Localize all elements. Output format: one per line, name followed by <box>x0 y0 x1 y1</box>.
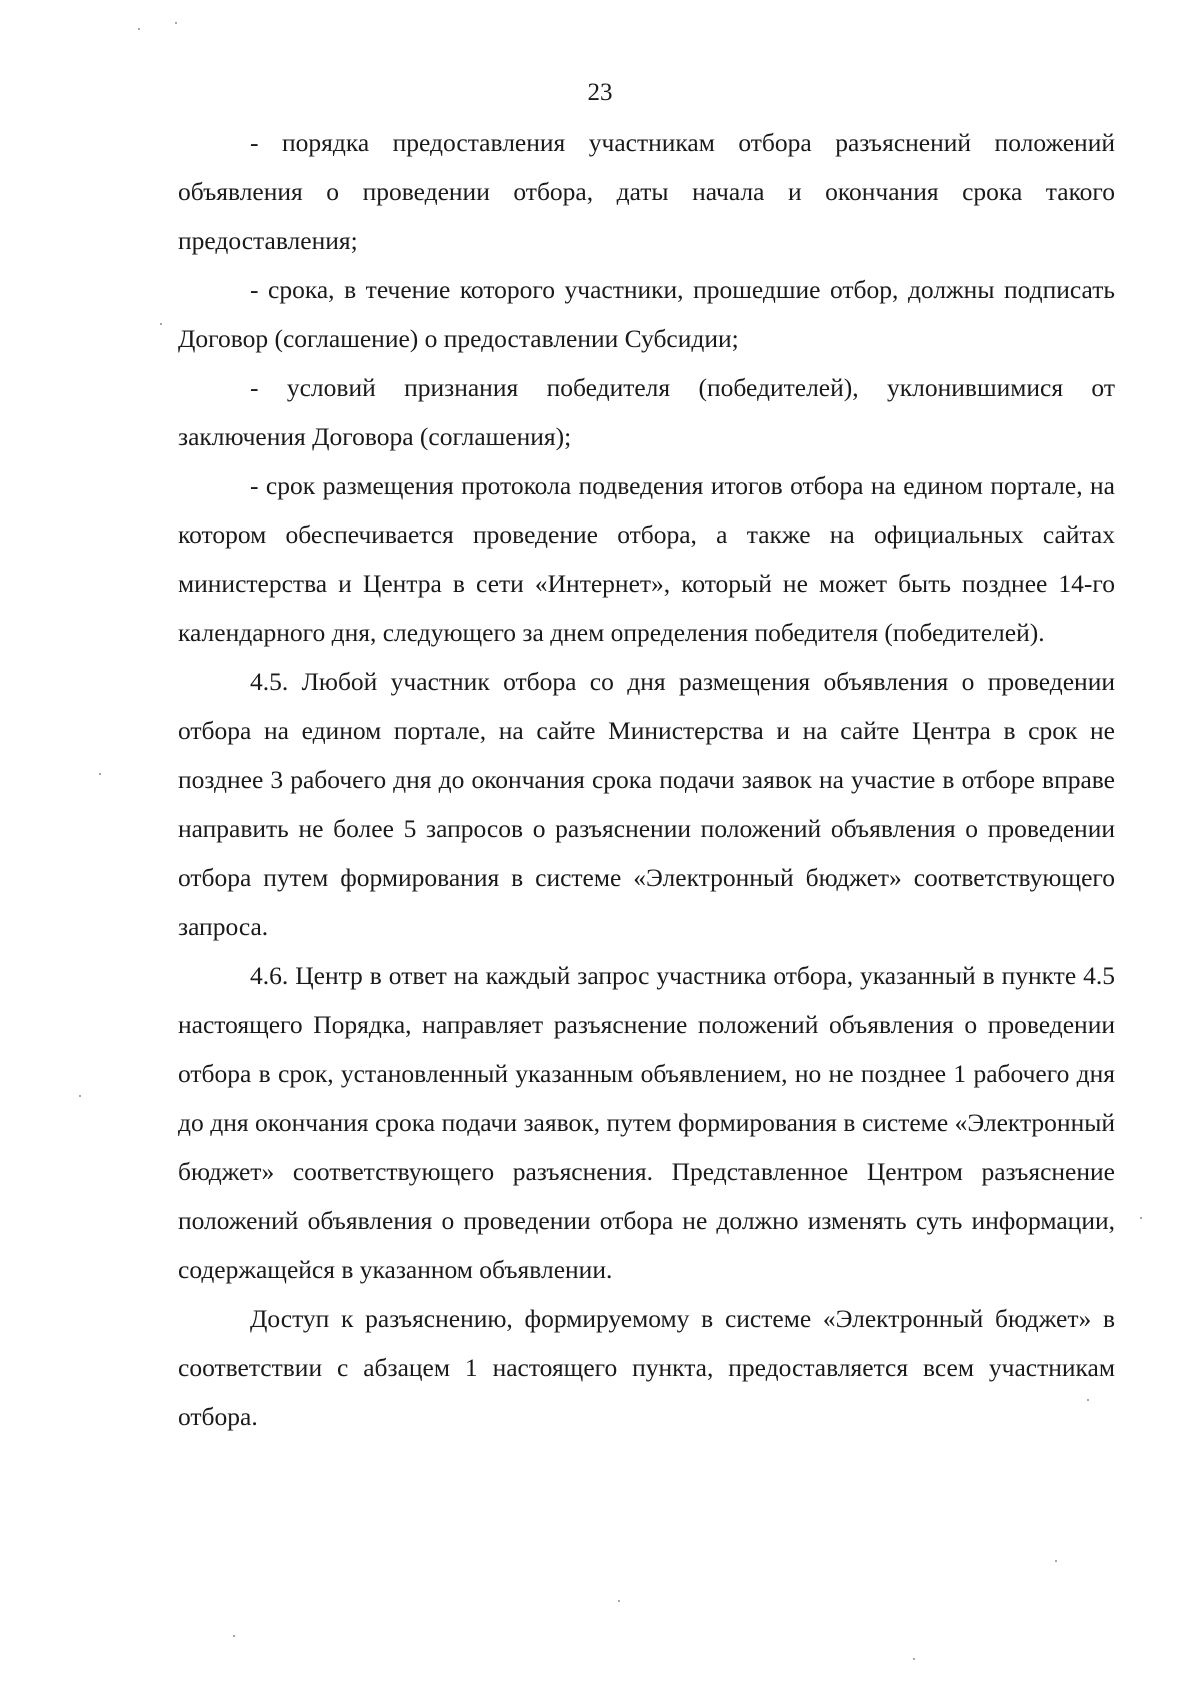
paragraph-access: Доступ к разъяснению, формируемому в системе «Электронный бюджет» в соответствии с абзацем 1 настоящего пункта, предоставляется всем участникам отбора. <box>178 1304 1115 1431</box>
paragraph-list-item-4: - срок размещения протокола подведения итогов отбора на едином портале, на котором обеспечивается проведение отбора, а также на официальных сайтах министерства и Центра в сети «Интернет», который не может быть позднее 14-го календарного дня, следующего за днем определения победителя (победителей). <box>178 471 1115 647</box>
scan-speck <box>175 22 177 24</box>
scan-speck <box>1140 1217 1142 1219</box>
scan-speck <box>79 1095 81 1097</box>
page-number: 23 <box>587 79 613 106</box>
scan-speck <box>618 1600 620 1602</box>
scan-speck <box>1087 1399 1089 1401</box>
document-body <box>178 118 1115 1441</box>
scan-speck <box>99 773 101 775</box>
scan-speck <box>233 1635 235 1637</box>
paragraph-4-5: 4.5. Любой участник отбора со дня размещения объявления о проведении отбора на едином портале, на сайте Министерства и на сайте Центра в срок не позднее 3 рабочего дня до окончания срока подачи заявок на участие в отборе вправе направить не более 5 запросов о разъяснении положений объявления о проведении отбора путем формирования в системе «Электронный бюджет» соответствующего запроса. <box>178 667 1115 941</box>
paragraph-list-item-1: - порядка предоставления участникам отбора разъяснений положений объявления о проведении отбора, даты начала и окончания срока такого предоставления; <box>178 128 1115 255</box>
scan-speck <box>160 323 162 325</box>
scan-speck <box>138 28 140 30</box>
paragraph-list-item-3: - условий признания победителя (победителей), уклонившимися от заключения Договора (соглашения); <box>178 373 1115 451</box>
paragraph-list-item-2: - срока, в течение которого участники, прошедшие отбор, должны подписать Договор (соглашение) о предоставлении Субсидии; <box>178 275 1115 353</box>
paragraph-4-6: 4.6. Центр в ответ на каждый запрос участника отбора, указанный в пункте 4.5 настоящего Порядка, направляет разъяснение положений объявления о проведении отбора в срок, установленный указанным объявлением, но не позднее 1 рабочего дня до дня окончания срока подачи заявок, путем формирования в системе «Электронный бюджет» соответствующего разъяснения. Представленное Центром разъяснение положений объявления о проведении отбора не должно изменять суть информации, содержащейся в указанном объявлении. <box>178 961 1115 1284</box>
scan-speck <box>913 1658 915 1660</box>
scan-speck <box>1055 1560 1057 1562</box>
